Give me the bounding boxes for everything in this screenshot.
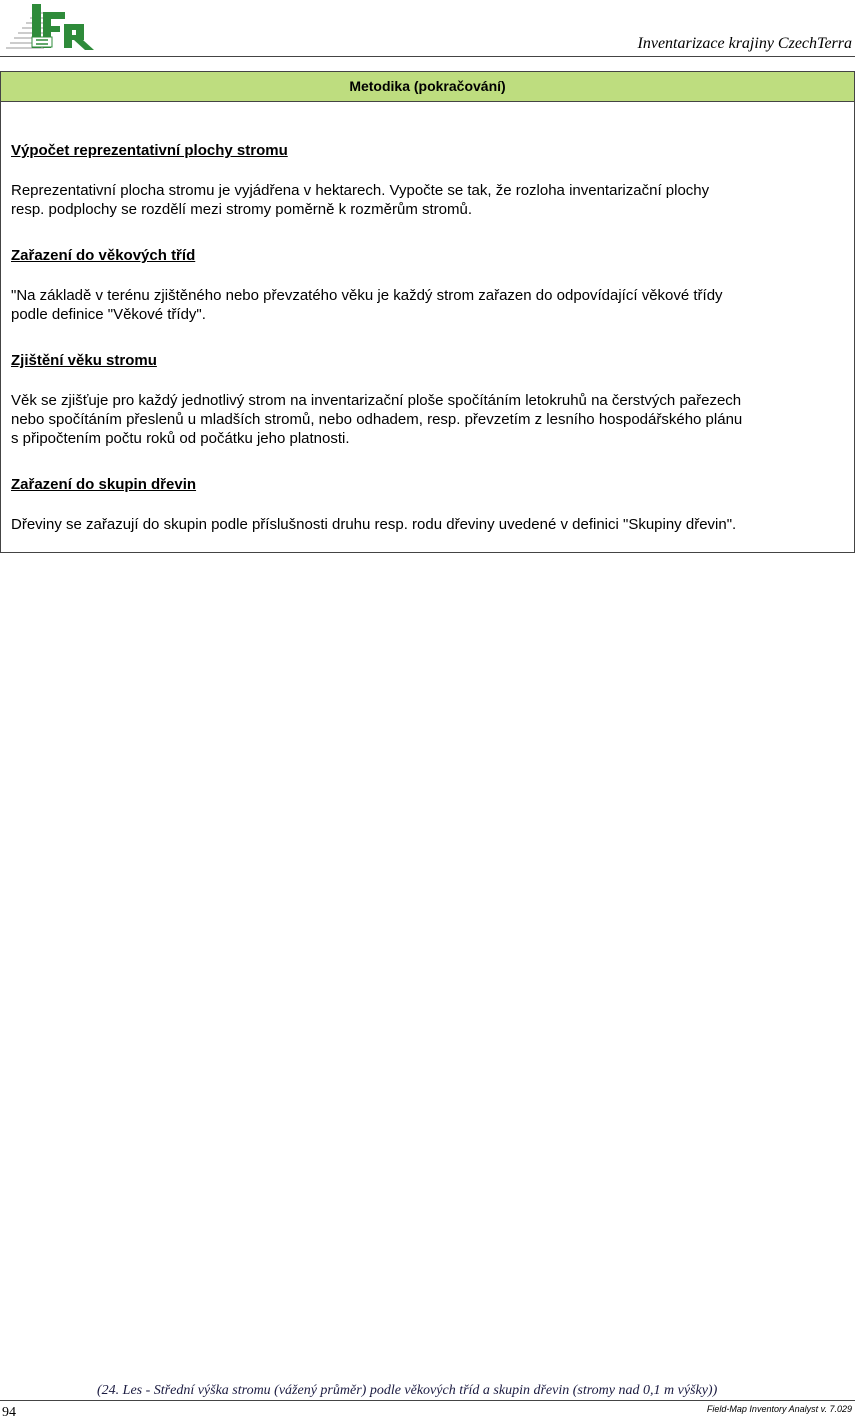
footer-divider: [0, 1400, 855, 1401]
section-paragraph: [11, 515, 844, 534]
paragraph-line: podle definice "Věkové třídy".: [11, 306, 206, 323]
paragraph-line: resp. podplochy se rozdělí mezi stromy poměrně k rozměrům stromů.: [11, 201, 472, 218]
box-heading: Metodika (pokračování): [1, 72, 854, 102]
paragraph-line: s připočtením počtu roků od počátku jeho platnosti.: [11, 430, 350, 447]
section-paragraph: [11, 286, 844, 324]
section-heading: Zjištění věku stromu: [11, 352, 157, 369]
software-version: Field-Map Inventory Analyst v. 7.029: [706, 1404, 852, 1414]
paragraph-line: "Na základě v terénu zjištěného nebo převzatého věku je každý strom zařazen do odpovídající věkové třídy: [11, 287, 723, 304]
section-heading: Zařazení do věkových tříd: [11, 247, 196, 264]
header-divider: [0, 56, 855, 57]
page-number: 94: [2, 1405, 16, 1420]
paragraph-line: Dřeviny se zařazují do skupin podle příslušnosti druhu resp. rodu dřeviny uvedené v definici "Skupiny dřevin".: [11, 516, 737, 533]
section-heading: Výpočet reprezentativní plochy stromu: [11, 142, 288, 159]
methodology-box: [0, 71, 855, 553]
section-paragraph: [11, 391, 844, 448]
ifer-logo-icon: [4, 2, 96, 52]
header-title: Inventarizace krajiny CzechTerra: [637, 35, 852, 52]
section-paragraph: [11, 181, 844, 219]
paragraph-line: nebo spočítáním přeslenů u mladších stromů, nebo odhadem, resp. převzetím z lesního hospodářského plánu: [11, 411, 743, 428]
paragraph-line: Věk se zjišťuje pro každý jednotlivý strom na inventarizační ploše spočítáním letokruhů na čerstvých pařezech: [11, 392, 742, 409]
section-heading: Zařazení do skupin dřevin: [11, 476, 197, 493]
box-body: [1, 141, 854, 534]
paragraph-line: Reprezentativní plocha stromu je vyjádřena v hektarech. Vypočte se tak, že rozloha inventarizační plochy: [11, 182, 710, 199]
footer-caption: (24. Les - Střední výška stromu (vážený průměr) podle věkových tříd a skupin dřevin (stromy nad 0,1 m výšky)): [97, 1383, 718, 1398]
